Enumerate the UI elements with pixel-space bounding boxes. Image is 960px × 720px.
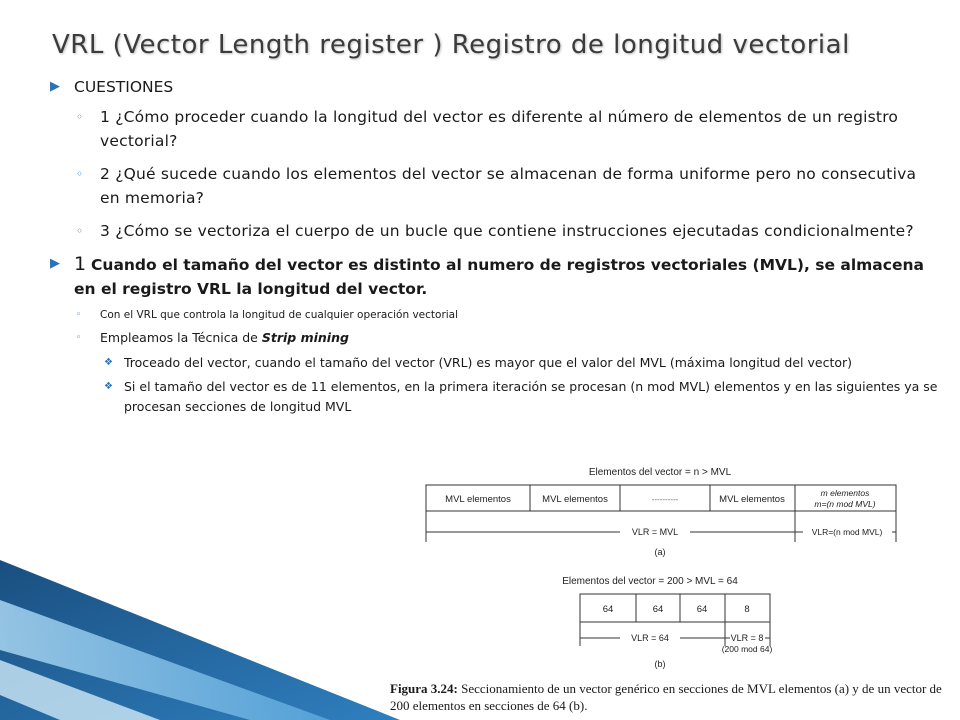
question-text: 1 ¿Cómo proceder cuando la longitud del vector es diferente al número de elementos de un registro vectorial? xyxy=(100,108,899,150)
figure-b-title: Elementos del vector = 200 > MVL = 64 xyxy=(562,576,738,587)
sub-item xyxy=(48,328,938,348)
figure-a-cell: MVL elementos xyxy=(719,494,785,505)
sub-item xyxy=(48,307,938,323)
triangle-bullet-icon: ▶ xyxy=(50,79,60,94)
answer-number: 1 xyxy=(74,253,87,275)
question-item xyxy=(48,219,938,243)
question-item xyxy=(48,162,938,210)
question-text: 2 ¿Qué sucede cuando los elementos del vector se almacenan de forma uniforme pero no consecutiva en memoria? xyxy=(100,165,917,207)
circle-bullet-icon: ◦ xyxy=(76,224,84,238)
triangle-bullet-icon: ▶ xyxy=(50,256,60,271)
figure-a-cell: MVL elementos xyxy=(542,494,608,505)
question-text: 3 ¿Cómo se vectoriza el cuerpo de un bucle que contiene instrucciones ejecutadas condicionalmente? xyxy=(100,222,914,240)
figure-a-label: (a) xyxy=(654,547,666,557)
diamond-bullet-icon: ❖ xyxy=(104,357,113,368)
figure-b-span: VLR = 64 xyxy=(631,633,669,643)
slide-content xyxy=(48,75,938,421)
bullet-cuestiones xyxy=(48,75,938,99)
figure-a-cell-last: m elementos xyxy=(820,488,870,498)
figure-b-span: VLR = 8 xyxy=(730,633,764,643)
figure-a-span: VLR=(n mod MVL) xyxy=(811,527,883,537)
circle-bullet-icon: ◦ xyxy=(76,310,82,320)
circle-bullet-icon: ◦ xyxy=(76,167,84,181)
slide-title: VRL (Vector Length register ) Registro de longitud vectorial xyxy=(52,30,850,60)
bullet-text: CUESTIONES xyxy=(74,78,174,96)
figure-b-cell: 64 xyxy=(652,604,664,615)
figure-b-span-sub: (200 mod 64) xyxy=(721,644,773,654)
figure-caption xyxy=(390,680,960,714)
sub-text: Con el VRL que controla la longitud de cualquier operación vectorial xyxy=(100,309,459,321)
caption-label: Figura 3.24: xyxy=(390,681,458,696)
figure-b-label: (b) xyxy=(654,659,666,669)
circle-bullet-icon: ◦ xyxy=(76,333,82,343)
circle-bullet-icon: ◦ xyxy=(76,110,84,124)
question-item xyxy=(48,105,938,153)
figure-a-title: Elementos del vector = n > MVL xyxy=(588,467,732,478)
figure-a-span: VLR = MVL xyxy=(631,527,679,537)
answer-text: Cuando el tamaño del vector es distinto al numero de registros vectoriales (MVL), se almacena en el registro VRL la longitud del vector. xyxy=(74,256,924,298)
bullet-answer-1 xyxy=(48,252,938,301)
diamond-bullet-icon: ❖ xyxy=(104,381,113,392)
detail-text: Si el tamaño del vector es de 11 elementos, en la primera iteración se procesan (n mod MVL) elementos y en las siguientes ya se procesan secciones de longitud MVL xyxy=(124,379,938,414)
sub-text: Empleamos la Técnica de xyxy=(100,330,258,345)
figure-a-cell: ---------- xyxy=(651,495,679,504)
figure-a-cell-last: m=(n mod MVL) xyxy=(814,499,876,509)
caption-text: Seccionamiento de un vector genérico en secciones de MVL elementos (a) y de un vector de 200 elementos en secciones de 64 (b). xyxy=(390,681,942,713)
detail-item xyxy=(48,353,938,373)
corner-decoration xyxy=(0,560,400,720)
detail-text: Troceado del vector, cuando el tamaño del vector (VRL) es mayor que el valor del MVL (máxima longitud del vector) xyxy=(124,355,853,370)
figure-b-cell: 64 xyxy=(696,604,708,615)
figure-b-cell: 64 xyxy=(602,604,614,615)
detail-item xyxy=(48,377,938,417)
figure-a-cell: MVL elementos xyxy=(445,494,511,505)
figure-b-cell: 8 xyxy=(744,604,750,615)
strip-mining-term: Strip mining xyxy=(261,330,349,345)
